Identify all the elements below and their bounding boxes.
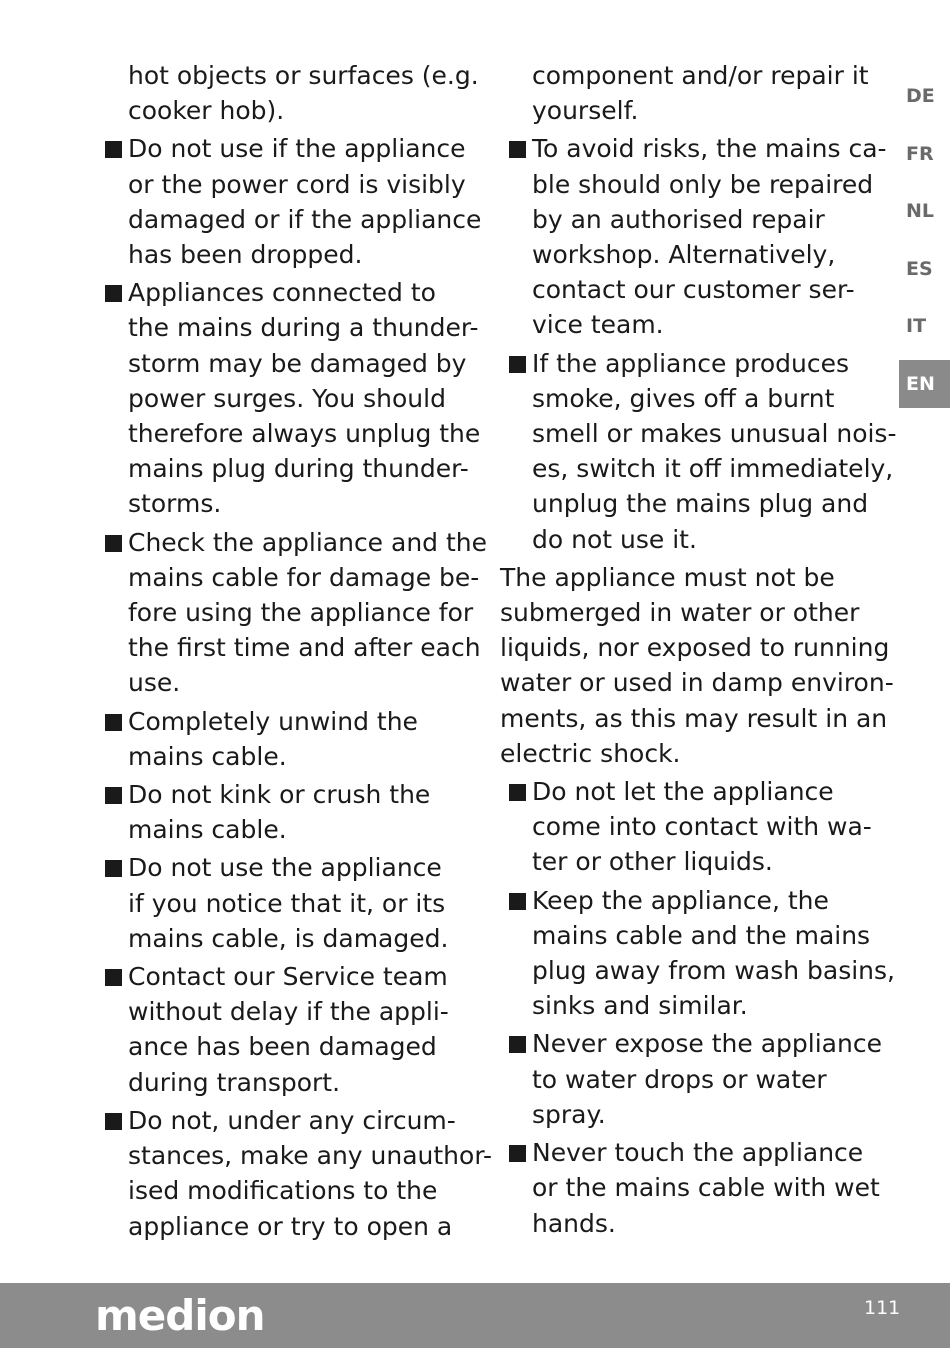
bullet-item bbox=[500, 883, 895, 1024]
text-line: or the mains cable with wet bbox=[532, 1173, 880, 1203]
bullet-square-icon bbox=[509, 141, 526, 158]
text-line: during transport. bbox=[128, 1067, 341, 1097]
page-footer bbox=[0, 1283, 950, 1348]
text-line: storm may be damaged by bbox=[128, 348, 467, 378]
bullet-item bbox=[500, 1135, 892, 1241]
text-line: plug away from wash basins, bbox=[532, 956, 895, 986]
text-line: cooker hob). bbox=[128, 96, 285, 126]
text-line: mains cable, is damaged. bbox=[128, 923, 449, 953]
text-line: Check the appliance and the bbox=[128, 527, 488, 557]
text-line: appliance or try to open a bbox=[128, 1211, 453, 1241]
text-line: power surges. You should bbox=[128, 383, 446, 413]
bullet-square-icon bbox=[105, 535, 122, 552]
bullet-item bbox=[104, 850, 488, 956]
bullet-item bbox=[500, 131, 892, 342]
text-line: mains cable. bbox=[128, 741, 287, 771]
text-line: smell or makes unusual nois- bbox=[532, 419, 897, 449]
bullet-square-icon bbox=[105, 285, 122, 302]
bullet-item bbox=[104, 131, 488, 272]
text-line: workshop. Alternatively, bbox=[532, 240, 836, 270]
bullet-item bbox=[104, 1103, 493, 1244]
text-line: storms. bbox=[128, 489, 222, 519]
language-tab-es[interactable]: ES bbox=[906, 257, 933, 280]
bullet-square-icon bbox=[105, 860, 122, 877]
text-line: spray. bbox=[532, 1099, 606, 1129]
text-line: Contact our Service team bbox=[128, 962, 448, 992]
text-line: therefore always unplug the bbox=[128, 419, 481, 449]
text-line: Do not use if the appliance bbox=[128, 134, 466, 164]
text-line: liquids, nor exposed to running bbox=[500, 633, 890, 663]
left-column bbox=[104, 58, 493, 1244]
bullet-square-icon bbox=[105, 787, 122, 804]
text-line: or the power cord is visibly bbox=[128, 169, 466, 199]
text-line: Do not use the appliance bbox=[128, 853, 442, 883]
medion-logo: medion bbox=[95, 1291, 265, 1340]
bullet-square-icon bbox=[509, 1036, 526, 1053]
text-line: Keep the appliance, the bbox=[532, 885, 829, 915]
text-line: without delay if the appli- bbox=[128, 997, 449, 1027]
bullet-square-icon bbox=[105, 714, 122, 731]
text-line: ble should only be repaired bbox=[532, 169, 874, 199]
text-line: ter or other liquids. bbox=[532, 847, 773, 877]
page-number: 111 bbox=[864, 1297, 901, 1319]
bullet-item bbox=[104, 525, 488, 701]
text-line: stances, make any unauthor- bbox=[128, 1141, 493, 1171]
text-line: damaged or if the appliance bbox=[128, 204, 482, 234]
text-line: ments, as this may result in an bbox=[500, 703, 888, 733]
text-line: do not use it. bbox=[532, 524, 697, 554]
text-line: Do not kink or crush the bbox=[128, 780, 431, 810]
text-line: if you notice that it, or its bbox=[128, 888, 446, 918]
text-line: mains cable and the mains bbox=[532, 920, 871, 950]
text-line: To avoid risks, the mains ca- bbox=[532, 134, 887, 164]
bullet-item bbox=[500, 346, 897, 557]
bullet-item bbox=[500, 1026, 892, 1132]
bullet-item bbox=[104, 275, 488, 521]
bullet-square-icon bbox=[105, 1113, 122, 1130]
bullet-item bbox=[104, 959, 488, 1100]
text-line: mains plug during thunder- bbox=[128, 454, 469, 484]
text-line: come into contact with wa- bbox=[532, 812, 872, 842]
text-line: Never touch the appliance bbox=[532, 1138, 864, 1168]
text-line: es, switch it off immediately, bbox=[532, 454, 894, 484]
language-tab-fr[interactable]: FR bbox=[906, 142, 934, 165]
text-line: ised modifications to the bbox=[128, 1176, 438, 1206]
bullet-square-icon bbox=[105, 969, 122, 986]
bullet-square-icon bbox=[509, 893, 526, 910]
text-line: mains cable. bbox=[128, 815, 287, 845]
text-line: fore using the appliance for bbox=[128, 598, 474, 628]
text-line: hot objects or surfaces (e.g. bbox=[128, 61, 479, 90]
text-line: the first time and after each bbox=[128, 633, 481, 663]
text-line: Do not, under any circum- bbox=[128, 1105, 456, 1135]
text-line: The appliance must not be bbox=[500, 562, 835, 592]
text-line: electric shock. bbox=[500, 738, 681, 768]
text-line: unplug the mains plug and bbox=[532, 489, 869, 519]
text-line: by an authorised repair bbox=[532, 204, 825, 234]
text-line: ance has been damaged bbox=[128, 1032, 437, 1062]
text-line: Do not let the appliance bbox=[532, 777, 834, 807]
warning-paragraph bbox=[500, 560, 892, 771]
text-line: to water drops or water bbox=[532, 1064, 827, 1094]
text-line: Completely unwind the bbox=[128, 706, 418, 736]
text-line: hands. bbox=[532, 1208, 616, 1238]
continued-text bbox=[500, 58, 892, 128]
bullet-square-icon bbox=[105, 141, 122, 158]
text-line: contact our customer ser- bbox=[532, 275, 855, 305]
bullet-item bbox=[104, 704, 488, 774]
language-tabs bbox=[899, 72, 950, 417]
text-line: use. bbox=[128, 668, 181, 698]
bullet-item bbox=[500, 774, 892, 880]
language-tab-it[interactable]: IT bbox=[906, 315, 927, 337]
text-line: Appliances connected to bbox=[128, 278, 436, 308]
text-line: has been dropped. bbox=[128, 240, 363, 270]
bullet-square-icon bbox=[509, 356, 526, 373]
right-column bbox=[500, 58, 897, 1241]
text-line: water or used in damp environ- bbox=[500, 668, 894, 698]
text-line: the mains during a thunder- bbox=[128, 313, 479, 343]
bullet-square-icon bbox=[509, 1145, 526, 1162]
language-tab-nl[interactable]: NL bbox=[906, 200, 935, 222]
text-line: sinks and similar. bbox=[532, 991, 748, 1021]
text-line: vice team. bbox=[532, 310, 664, 340]
text-line: If the appliance produces bbox=[532, 348, 850, 378]
bullet-item bbox=[104, 777, 488, 847]
text-line: yourself. bbox=[532, 96, 639, 126]
text-line: mains cable for damage be- bbox=[128, 562, 480, 592]
text-line: component and/or repair it bbox=[532, 61, 869, 90]
continued-text bbox=[104, 58, 488, 128]
text-line: submerged in water or other bbox=[500, 598, 860, 628]
text-line: Never expose the appliance bbox=[532, 1029, 882, 1059]
bullet-square-icon bbox=[509, 784, 526, 801]
text-line: smoke, gives off a burnt bbox=[532, 383, 835, 413]
language-tab-en[interactable]: EN bbox=[899, 360, 950, 408]
language-tab-de[interactable]: DE bbox=[906, 85, 935, 107]
